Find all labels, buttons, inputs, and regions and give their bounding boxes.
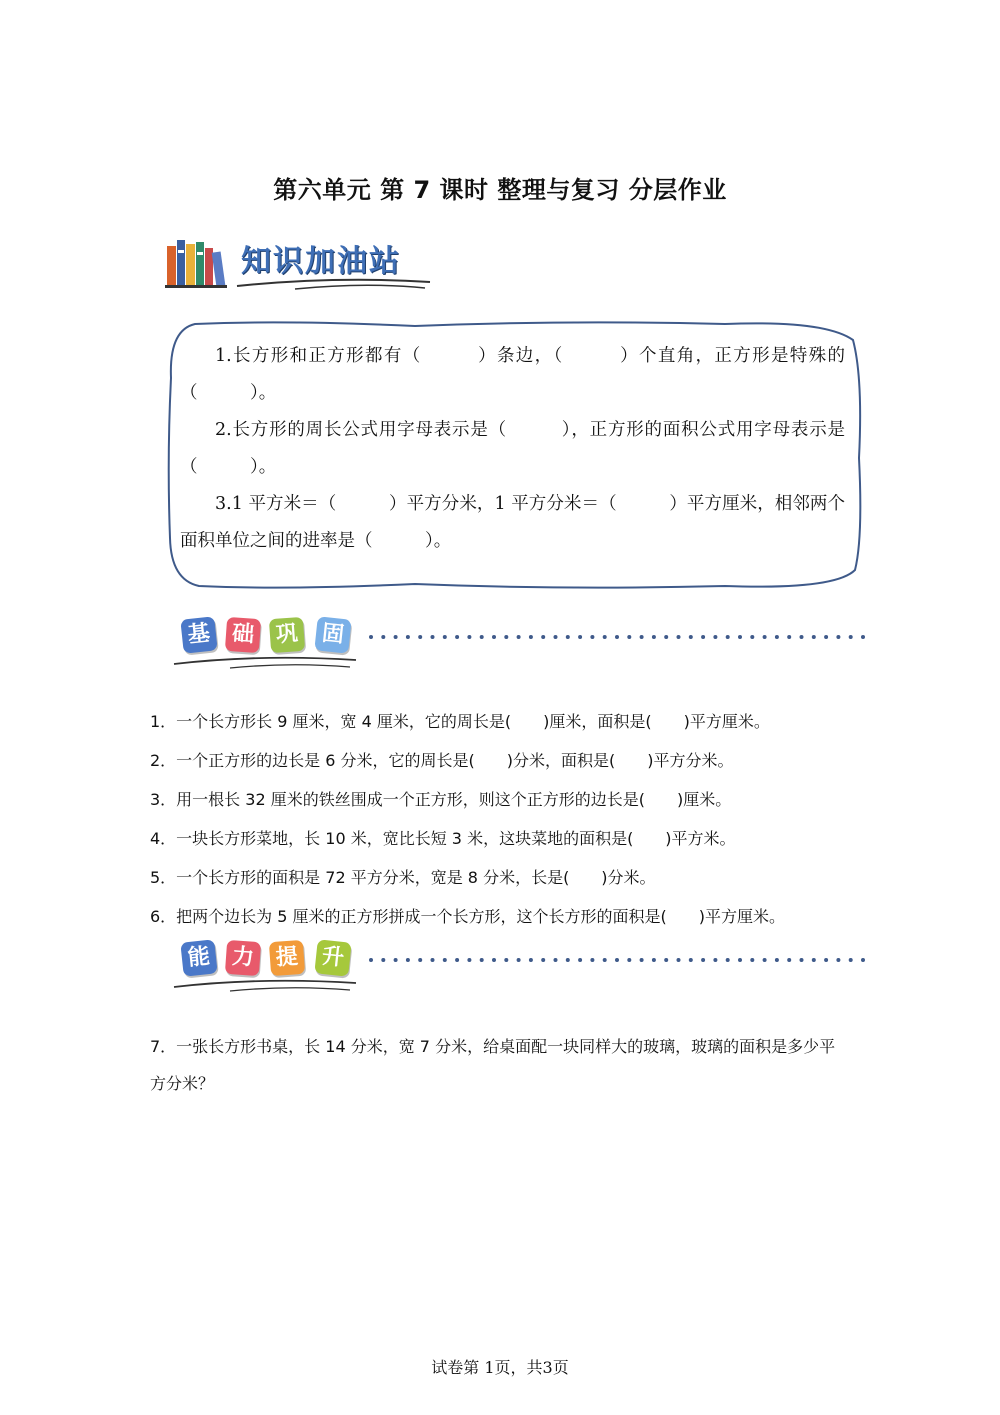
dotted-line (368, 634, 868, 640)
banner-tile: 固 (314, 616, 351, 653)
banner-tile: 升 (314, 939, 351, 976)
banner-swoosh (170, 650, 360, 672)
books-icon (165, 236, 227, 288)
page-title: 第六单元 第 7 课时 整理与复习 分层作业 (273, 176, 727, 204)
dotted-line (368, 957, 868, 963)
banner-swoosh (170, 973, 360, 995)
banner-tile: 础 (225, 617, 261, 653)
knowledge-box (165, 318, 865, 593)
question-2: 2．一个正方形的边长是 6 分米，它的周长是( )分米，面积是( )平方分米。 (150, 751, 734, 770)
knowledge-header (165, 232, 445, 294)
banner-tile: 提 (269, 940, 305, 976)
page-footer: 试卷第 1页，共3页 (431, 1358, 569, 1377)
banner-tile: 能 (180, 939, 217, 976)
section-basic-banner (170, 612, 870, 672)
knowledge-item: 1.长方形和正方形都有（ ）条边，（ ）个直角，正方形是特殊的（ ）。 (180, 346, 845, 403)
knowledge-header-title: 知识加油站 (241, 244, 401, 279)
banner-tile: 基 (180, 616, 217, 653)
question-1: 1．一个长方形长 9 厘米，宽 4 厘米，它的周长是( )厘米，面积是( )平方厘米。 (150, 712, 770, 731)
question-6: 6．把两个边长为 5 厘米的正方形拼成一个长方形，这个长方形的面积是( )平方厘米。 (150, 907, 786, 926)
section-advanced-banner (170, 935, 870, 995)
knowledge-item: 2.长方形的周长公式用字母表示是（ ），正方形的面积公式用字母表示是（ ）。 (180, 420, 845, 477)
knowledge-items (180, 338, 845, 560)
banner-tile: 力 (225, 940, 261, 976)
question-3: 3．用一根长 32 厘米的铁丝围成一个正方形，则这个正方形的边长是( )厘米。 (150, 790, 732, 809)
knowledge-item: 3.1 平方米＝（ ）平方分米，1 平方分米＝（ ）平方厘米，相邻两个面积单位之间的进率是（ ）。 (180, 494, 845, 551)
question-5: 5．一个长方形的面积是 72 平方分米，宽是 8 分米，长是( )分米。 (150, 868, 656, 887)
question-4: 4．一块长方形菜地，长 10 米，宽比长短 3 米，这块菜地的面积是( )平方米。 (150, 829, 736, 848)
header-swoosh (235, 274, 435, 292)
banner-tile: 巩 (269, 617, 305, 653)
question-7: 7．一张长方形书桌，长 14 分米，宽 7 分米，给桌面配一块同样大的玻璃，玻璃的面积是多少平方分米？ (150, 1037, 836, 1093)
